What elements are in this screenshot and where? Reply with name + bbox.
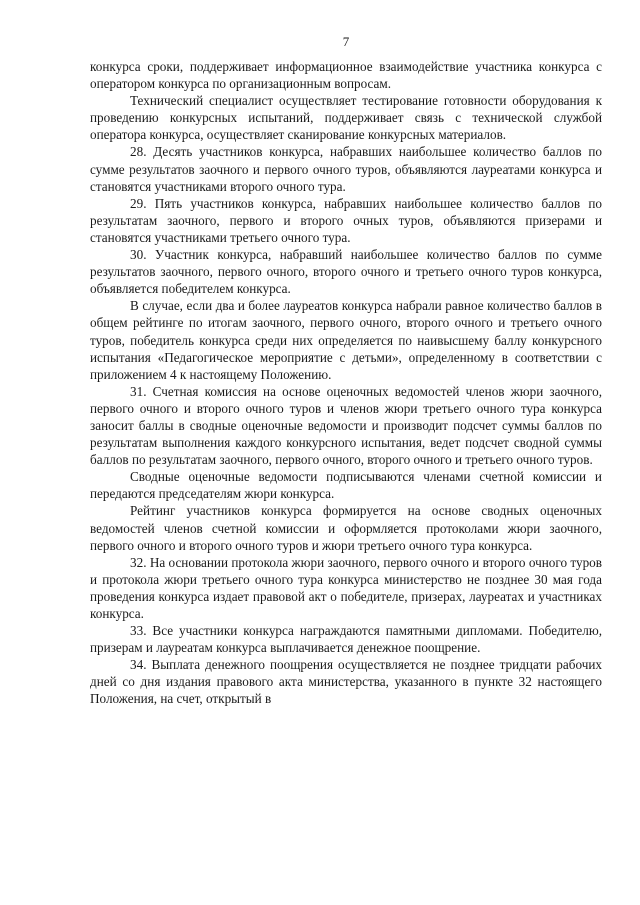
paragraph: 32. На основании протокола жюри заочного, первого очного и второго очного туров и протокола жюри третьего очного тура конкурса министерство не позднее 30 мая года проведения конкурса издает правовой акт о победителе, призерах, лауреатах и участниках конкурса. [90, 554, 602, 621]
paragraph: Рейтинг участников конкурса формируется на основе сводных оценочных ведомостей членов счетной комиссии и оформляется протоколами жюри заочного, первого очного и второго очного туров и жюри третьего очного тура конкурса. [90, 503, 602, 553]
paragraph: 30. Участник конкурса, набравший наибольшее количество баллов по сумме результатов заочного, первого очного, второго очного и третьего очного туров конкурса, объявляется победителем конкурса. [90, 247, 602, 297]
paragraph: 31. Счетная комиссия на основе оценочных ведомостей членов жюри заочного, первого очного и второго очного туров и членов жюри третьего очного тура конкурса заносит баллы в сводные оценочные ведомости и производит подсчет суммы баллов по результатам выполнения каждого конкурсного испытания, ведет подсчет сводной суммы баллов по результатам заочного, первого очного, второго очного и третьего очного туров. [90, 383, 602, 468]
paragraph: 34. Выплата денежного поощрения осуществляется не позднее тридцати рабочих дней со дня издания правового акта министерства, указанного в пункте 32 настоящего Положения, на счет, открытый в [90, 657, 602, 707]
paragraph: 28. Десять участников конкурса, набравших наибольшее количество баллов по сумме результатов заочного и первого очного туров, объявляются лауреатами конкурса и становятся участниками второго очного тура. [90, 144, 602, 194]
paragraph: 33. Все участники конкурса награждаются памятными дипломами. Победителю, призерам и лауреатам конкурса выплачивается денежное поощрение. [90, 623, 602, 656]
paragraph: В случае, если два и более лауреатов конкурса набрали равное количество баллов в общем рейтинге по итогам заочного, первого очного, второго очного и третьего очного туров, победитель конкурса среди них определяется по наивысшему баллу конкурсного испытания «Педагогическое мероприятие с детьми», определенному в соответствии с приложением 4 к настоящему Положению. [90, 298, 602, 382]
page-number: 7 [342, 34, 350, 49]
paragraph: 29. Пять участников конкурса, набравших наибольшее количество баллов по результатам заочного, первого и второго очных туров, объявляются призерами и становятся участниками третьего очного тура. [90, 195, 602, 245]
paragraph: Сводные оценочные ведомости подписываются членами счетной комиссии и передаются председателям жюри конкурса. [90, 469, 602, 502]
paragraph: конкурса сроки, поддерживает информационное взаимодействие участника конкурса с оператором конкурса по организационным вопросам. [90, 59, 602, 92]
document-body [90, 58, 602, 708]
paragraph: Технический специалист осуществляет тестирование готовности оборудования к проведению конкурсных испытаний, поддерживает связь с технической службой оператора конкурса, осуществляет сканирование конкурсных материалов. [90, 93, 602, 143]
